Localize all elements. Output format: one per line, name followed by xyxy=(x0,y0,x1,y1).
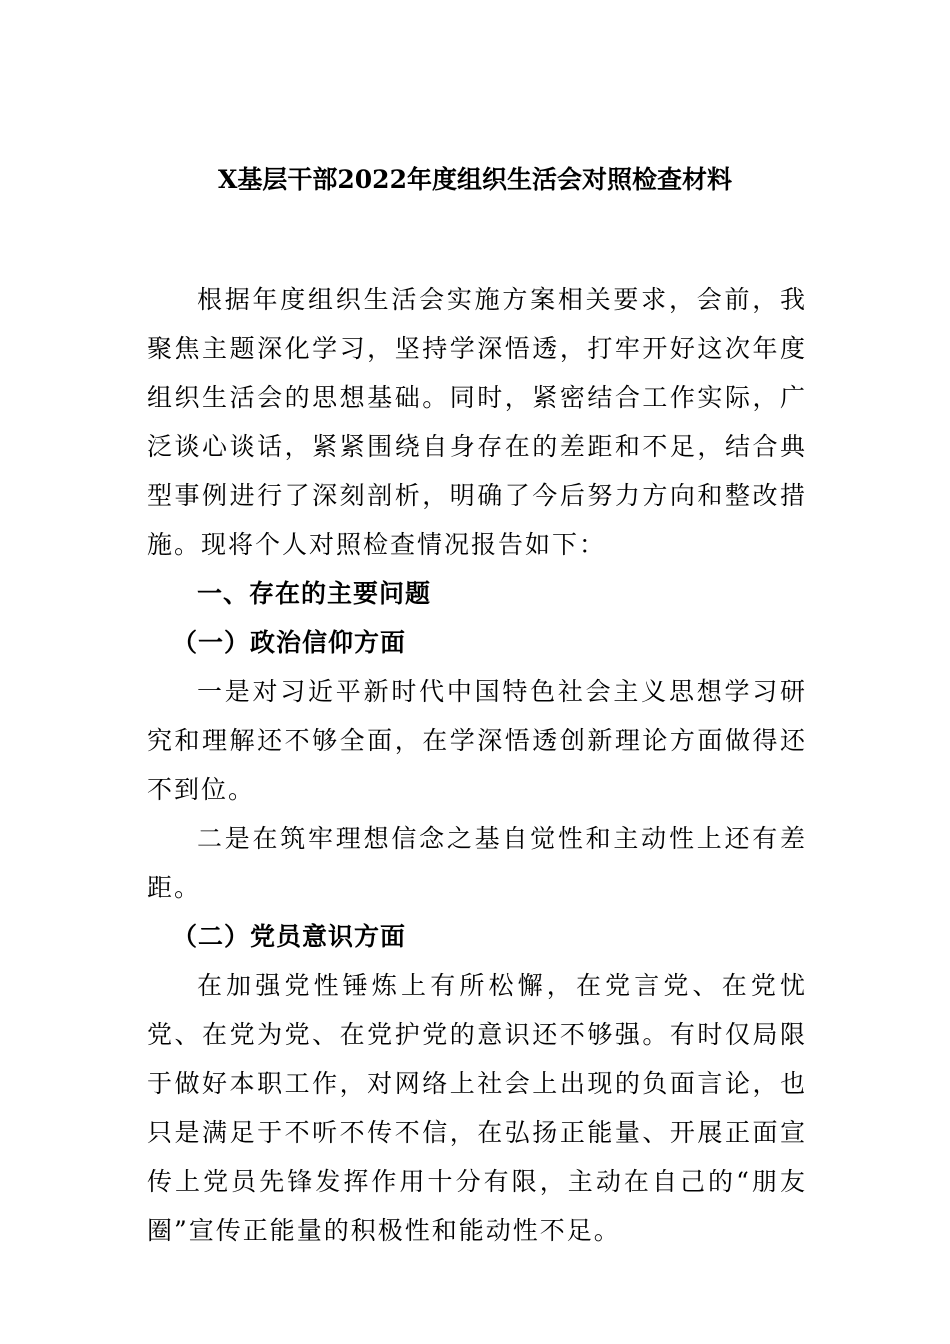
document-body xyxy=(147,275,807,1255)
party-awareness-paragraph: 在加强党性锤炼上有所松懈，在党言党、在党忧党、在党为党、在党护党的意识还不够强。有时仅局限于做好本职工作，对网络上社会上出现的负面言论，也只是满足于不听不传不信，在弘扬正能量、开展正面宣传上党员先锋发挥作用十分有限，主动在自己的“朋友圈”宣传正能量的积极性和能动性不足。 xyxy=(147,971,807,1245)
subsection-heading-political-belief: （一）政治信仰方面 xyxy=(172,628,407,657)
intro-paragraph: 根据年度组织生活会实施方案相关要求，会前，我聚焦主题深化学习，坚持学深悟透，打牢开好这次年度组织生活会的思想基础。同时，紧密结合工作实际，广泛谈心谈话，紧紧围绕自身存在的差距和不足，结合典型事例进行了深刻剖析，明确了今后努力方向和整改措施。现将个人对照检查情况报告如下： xyxy=(147,285,807,559)
document-title: X基层干部2022年度组织生活会对照检查材料 xyxy=(218,165,732,194)
section-heading-main-problems: 一、存在的主要问题 xyxy=(197,579,432,608)
political-belief-paragraph-1: 一是对习近平新时代中国特色社会主义思想学习研究和理解还不够全面，在学深悟透创新理论方面做得还不到位。 xyxy=(147,677,807,804)
political-belief-paragraph-2: 二是在筑牢理想信念之基自觉性和主动性上还有差距。 xyxy=(147,824,807,902)
subsection-heading-party-awareness: （二）党员意识方面 xyxy=(172,922,407,951)
